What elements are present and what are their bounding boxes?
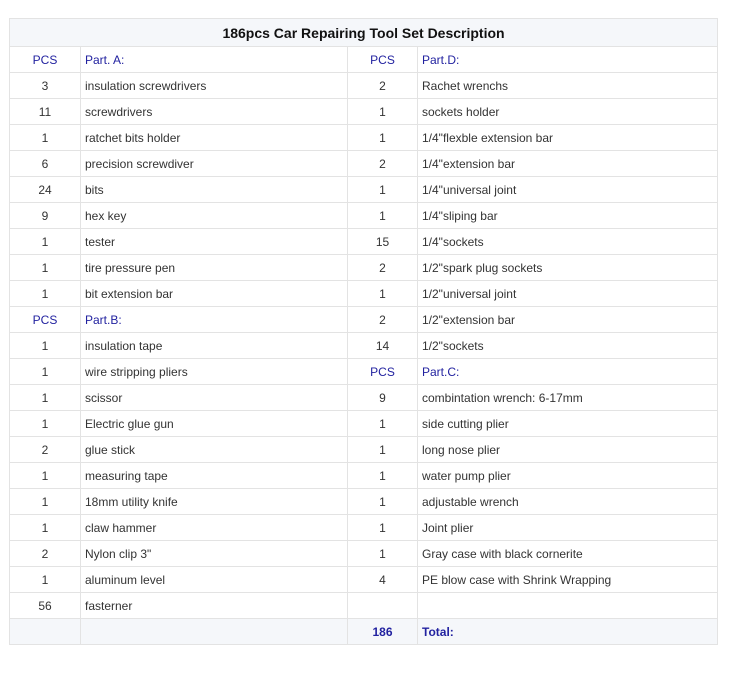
right-item-cell: adjustable wrench [418,489,718,515]
right-qty-cell [348,593,418,619]
left-qty-cell: 2 [10,541,81,567]
left-qty-cell: 1 [10,255,81,281]
title-row [10,19,718,47]
left-item-cell: hex key [81,203,348,229]
table-row [10,359,718,385]
left-item-cell: bits [81,177,348,203]
left-item-cell: Part. A: [81,47,348,73]
table-title: 186pcs Car Repairing Tool Set Description [10,19,718,47]
table-row [10,203,718,229]
right-qty-cell: 14 [348,333,418,359]
left-qty-cell: 1 [10,229,81,255]
left-item-cell: tire pressure pen [81,255,348,281]
left-item-cell: screwdrivers [81,99,348,125]
left-qty-cell: 1 [10,515,81,541]
left-item-cell: ratchet bits holder [81,125,348,151]
table-row [10,463,718,489]
left-item-cell: insulation screwdrivers [81,73,348,99]
right-qty-cell: 1 [348,541,418,567]
left-qty-cell: 11 [10,99,81,125]
table-row [10,125,718,151]
left-item-cell: measuring tape [81,463,348,489]
left-item-cell: Part.B: [81,307,348,333]
table-row [10,567,718,593]
right-qty-cell: PCS [348,47,418,73]
left-qty-cell: 1 [10,333,81,359]
right-item-cell: Rachet wrenchs [418,73,718,99]
right-item-cell: water pump plier [418,463,718,489]
left-qty-cell: 24 [10,177,81,203]
left-qty-cell: PCS [10,47,81,73]
right-item-cell: 1/4"extension bar [418,151,718,177]
right-qty-cell: 1 [348,177,418,203]
right-qty-cell: 1 [348,281,418,307]
table-row [10,385,718,411]
right-item-cell: Total: [418,619,718,645]
left-qty-cell: 2 [10,437,81,463]
right-item-cell: Part.C: [418,359,718,385]
right-qty-cell: 1 [348,515,418,541]
right-item-cell: 1/2"spark plug sockets [418,255,718,281]
left-qty-cell [10,619,81,645]
table-row [10,489,718,515]
right-item-cell: 1/4"flexble extension bar [418,125,718,151]
table-row [10,333,718,359]
left-qty-cell: 1 [10,463,81,489]
right-item-cell: 1/4"universal joint [418,177,718,203]
right-qty-cell: 1 [348,437,418,463]
left-qty-cell: 1 [10,489,81,515]
left-item-cell: fasterner [81,593,348,619]
left-qty-cell: 3 [10,73,81,99]
left-item-cell: bit extension bar [81,281,348,307]
right-item-cell: side cutting plier [418,411,718,437]
left-qty-cell: 1 [10,281,81,307]
table-row [10,73,718,99]
left-item-cell: claw hammer [81,515,348,541]
right-qty-cell: 2 [348,255,418,281]
left-item-cell: Electric glue gun [81,411,348,437]
table-row [10,593,718,619]
right-item-cell [418,593,718,619]
left-item-cell [81,619,348,645]
total-row [10,619,718,645]
left-item-cell: insulation tape [81,333,348,359]
right-qty-cell: 1 [348,489,418,515]
table-row [10,541,718,567]
table-row [10,255,718,281]
left-qty-cell: PCS [10,307,81,333]
table-row [10,177,718,203]
right-item-cell: 1/2"universal joint [418,281,718,307]
right-item-cell: long nose plier [418,437,718,463]
left-qty-cell: 1 [10,411,81,437]
right-item-cell: 1/2"sockets [418,333,718,359]
right-qty-cell: 9 [348,385,418,411]
right-item-cell: 1/2"extension bar [418,307,718,333]
table-row [10,437,718,463]
right-item-cell: sockets holder [418,99,718,125]
table-row [10,307,718,333]
right-qty-cell: 2 [348,73,418,99]
table-row [10,99,718,125]
left-item-cell: 18mm utility knife [81,489,348,515]
right-qty-cell: 1 [348,99,418,125]
left-item-cell: aluminum level [81,567,348,593]
table-row [10,411,718,437]
right-item-cell: 1/4"sockets [418,229,718,255]
right-qty-cell: 1 [348,411,418,437]
right-qty-cell: 1 [348,463,418,489]
left-qty-cell: 6 [10,151,81,177]
table-row [10,281,718,307]
left-item-cell: tester [81,229,348,255]
right-qty-cell: 2 [348,151,418,177]
right-qty-cell: 2 [348,307,418,333]
right-item-cell: PE blow case with Shrink Wrapping [418,567,718,593]
right-qty-cell: PCS [348,359,418,385]
table-row [10,47,718,73]
tool-set-table-body [10,19,718,645]
right-qty-cell: 1 [348,203,418,229]
left-qty-cell: 1 [10,125,81,151]
left-item-cell: glue stick [81,437,348,463]
left-qty-cell: 1 [10,359,81,385]
left-item-cell: scissor [81,385,348,411]
right-qty-cell: 1 [348,125,418,151]
right-item-cell: 1/4"sliping bar [418,203,718,229]
tool-set-table [9,18,718,645]
right-qty-cell: 15 [348,229,418,255]
left-qty-cell: 9 [10,203,81,229]
right-item-cell: Gray case with black cornerite [418,541,718,567]
table-row [10,229,718,255]
left-qty-cell: 1 [10,567,81,593]
left-qty-cell: 1 [10,385,81,411]
right-item-cell: Part.D: [418,47,718,73]
right-qty-cell: 4 [348,567,418,593]
left-item-cell: precision screwdiver [81,151,348,177]
table-row [10,151,718,177]
right-item-cell: combintation wrench: 6-17mm [418,385,718,411]
table-row [10,515,718,541]
left-item-cell: wire stripping pliers [81,359,348,385]
left-item-cell: Nylon clip 3" [81,541,348,567]
right-qty-cell: 186 [348,619,418,645]
left-qty-cell: 56 [10,593,81,619]
right-item-cell: Joint plier [418,515,718,541]
